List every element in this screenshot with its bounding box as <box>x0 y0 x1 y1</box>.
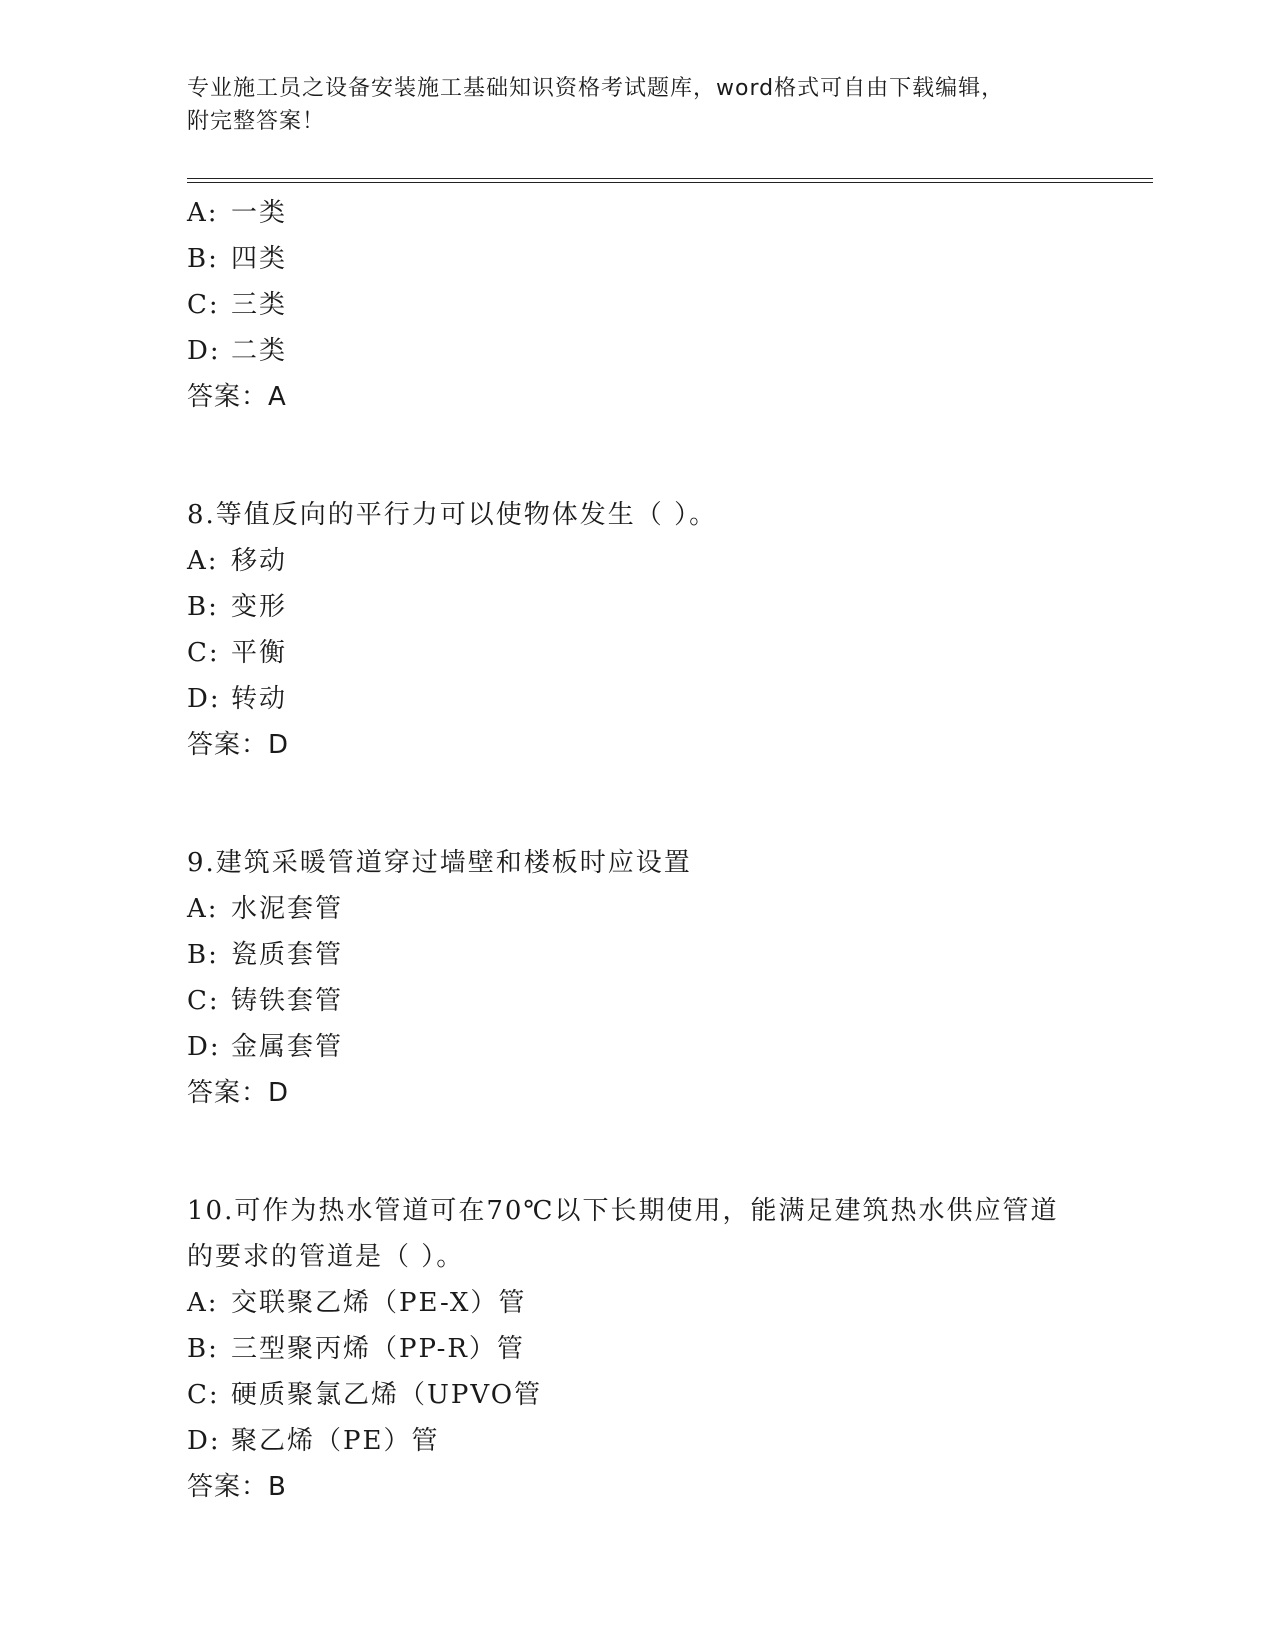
option-c: C: 硬质聚氯乙烯（UPVO管 <box>187 1380 543 1410</box>
question-text: 8.等值反向的平行力可以使物体发生（ ）。 <box>187 500 718 530</box>
question-8 <box>187 492 1087 768</box>
question-7 <box>187 190 1087 420</box>
answer: 答案：B <box>187 1472 287 1502</box>
option-d: D: 转动 <box>187 684 288 714</box>
option-c: C: 三类 <box>187 290 288 320</box>
question-list <box>187 190 1087 1510</box>
option-a: A: 一类 <box>187 198 288 228</box>
question-text-line-2: 的要求的管道是（ ）。 <box>187 1242 465 1272</box>
option-b: B: 瓷质套管 <box>187 940 344 970</box>
option-b: B: 四类 <box>187 244 288 274</box>
answer: 答案：D <box>187 1078 290 1108</box>
document-header <box>187 72 1067 138</box>
header-rule-bottom <box>187 182 1153 183</box>
question-text: 9.建筑采暖管道穿过墙壁和楼板时应设置 <box>187 848 692 878</box>
answer: 答案：D <box>187 730 290 760</box>
header-rule-top <box>187 178 1153 179</box>
option-b: B: 变形 <box>187 592 288 622</box>
option-c: C: 平衡 <box>187 638 288 668</box>
option-a: A: 水泥套管 <box>187 894 344 924</box>
option-d: D: 金属套管 <box>187 1032 344 1062</box>
question-9 <box>187 840 1087 1116</box>
option-d: D: 二类 <box>187 336 288 366</box>
question-10 <box>187 1188 1087 1510</box>
option-d: D: 聚乙烯（PE）管 <box>187 1426 440 1456</box>
header-line-1: 专业施工员之设备安装施工基础知识资格考试题库，word格式可自由下载编辑， <box>187 76 1005 101</box>
option-b: B: 三型聚丙烯（PP-R）管 <box>187 1334 525 1364</box>
question-text-line-1: 10.可作为热水管道可在70℃以下长期使用，能满足建筑热水供应管道 <box>187 1196 1059 1226</box>
option-a: A: 交联聚乙烯（PE-X）管 <box>187 1288 527 1318</box>
answer: 答案：A <box>187 382 287 412</box>
option-a: A: 移动 <box>187 546 288 576</box>
option-c: C: 铸铁套管 <box>187 986 344 1016</box>
header-line-2: 附完整答案！ <box>187 109 326 134</box>
